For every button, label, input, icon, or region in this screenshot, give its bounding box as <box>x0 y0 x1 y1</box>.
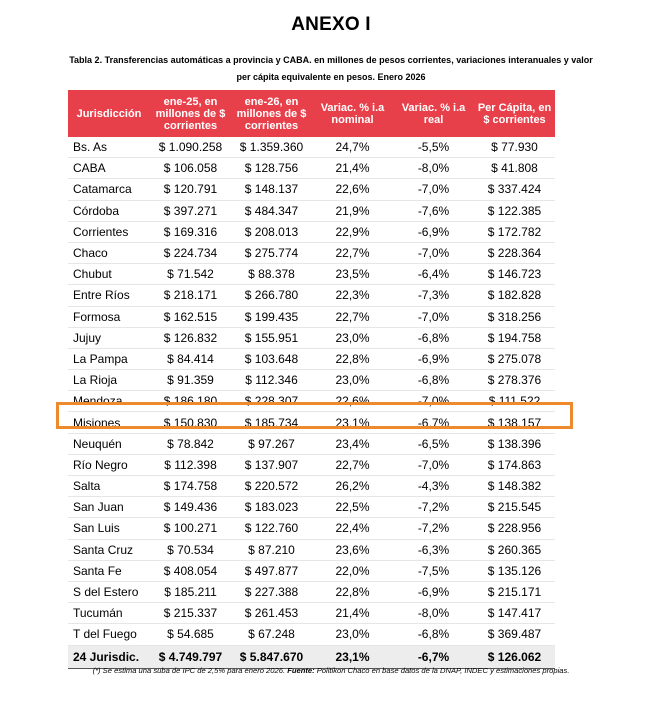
value-cell: $ 122.385 <box>474 200 555 221</box>
table-row <box>68 603 555 624</box>
value-cell: -7,6% <box>393 200 474 221</box>
value-cell: $ 112.346 <box>231 370 312 391</box>
value-cell: 22,7% <box>312 242 393 263</box>
value-cell: 21,9% <box>312 200 393 221</box>
value-cell: -5,5% <box>393 137 474 158</box>
jurisdiction-cell: Salta <box>68 476 150 497</box>
table-row <box>68 348 555 369</box>
value-cell: $ 100.271 <box>150 518 231 539</box>
value-cell: 22,6% <box>312 179 393 200</box>
table-header-row <box>68 90 555 137</box>
value-cell: 22,3% <box>312 285 393 306</box>
value-cell: $ 88.378 <box>231 264 312 285</box>
value-cell: $ 128.756 <box>231 158 312 179</box>
value-cell: $ 150.830 <box>150 412 231 433</box>
value-cell: $ 278.376 <box>474 370 555 391</box>
value-cell: -7,0% <box>393 242 474 263</box>
total-cell: 24 Jurisdic. <box>68 645 150 668</box>
value-cell: $ 218.171 <box>150 285 231 306</box>
table-row <box>68 327 555 348</box>
header-variac-nominal: Variac. % i.a nominal <box>312 90 393 137</box>
value-cell: $ 220.572 <box>231 476 312 497</box>
value-cell: $ 484.347 <box>231 200 312 221</box>
jurisdiction-cell: Formosa <box>68 306 150 327</box>
total-cell: $ 4.749.797 <box>150 645 231 668</box>
table-row <box>68 518 555 539</box>
value-cell: $ 174.863 <box>474 454 555 475</box>
value-cell: $ 103.648 <box>231 348 312 369</box>
jurisdiction-cell: Bs. As <box>68 137 150 158</box>
total-cell: $ 126.062 <box>474 645 555 668</box>
value-cell: $ 169.316 <box>150 221 231 242</box>
header-per-capita: Per Cápita, en $ corrientes <box>474 90 555 137</box>
value-cell: $ 228.364 <box>474 242 555 263</box>
value-cell: -6,9% <box>393 348 474 369</box>
table-row <box>68 497 555 518</box>
table-row <box>68 200 555 221</box>
value-cell: 23,5% <box>312 264 393 285</box>
table-row <box>68 454 555 475</box>
value-cell: $ 194.758 <box>474 327 555 348</box>
value-cell: $ 111.522 <box>474 391 555 412</box>
value-cell: $ 135.126 <box>474 560 555 581</box>
value-cell: -7,3% <box>393 285 474 306</box>
table-caption <box>12 52 650 86</box>
value-cell: $ 1.359.360 <box>231 137 312 158</box>
total-cell: $ 5.847.670 <box>231 645 312 668</box>
table-row <box>68 137 555 158</box>
value-cell: $ 369.487 <box>474 624 555 645</box>
value-cell: $ 228.307 <box>231 391 312 412</box>
value-cell: -6,9% <box>393 221 474 242</box>
value-cell: 23,1% <box>312 412 393 433</box>
value-cell: -6,7% <box>393 412 474 433</box>
value-cell: 23,0% <box>312 370 393 391</box>
jurisdiction-cell: San Juan <box>68 497 150 518</box>
value-cell: $ 1.090.258 <box>150 137 231 158</box>
jurisdiction-cell: S del Estero <box>68 581 150 602</box>
jurisdiction-cell: Córdoba <box>68 200 150 221</box>
value-cell: $ 215.337 <box>150 603 231 624</box>
jurisdiction-cell: Mendoza <box>68 391 150 412</box>
table-row <box>68 433 555 454</box>
value-cell: $ 149.436 <box>150 497 231 518</box>
jurisdiction-cell: Jujuy <box>68 327 150 348</box>
value-cell: -4,3% <box>393 476 474 497</box>
jurisdiction-cell: T del Fuego <box>68 624 150 645</box>
table-row <box>68 370 555 391</box>
table-row <box>68 581 555 602</box>
value-cell: -7,0% <box>393 391 474 412</box>
value-cell: $ 67.248 <box>231 624 312 645</box>
jurisdiction-cell: Santa Fe <box>68 560 150 581</box>
value-cell: -6,5% <box>393 433 474 454</box>
total-row <box>68 645 555 668</box>
table-row <box>68 624 555 645</box>
jurisdiction-cell: Misiones <box>68 412 150 433</box>
value-cell: 22,9% <box>312 221 393 242</box>
header-ene-26: ene-26, en millones de $ corrientes <box>231 90 312 137</box>
jurisdiction-cell: La Rioja <box>68 370 150 391</box>
value-cell: -7,0% <box>393 179 474 200</box>
value-cell: $ 148.382 <box>474 476 555 497</box>
value-cell: $ 77.930 <box>474 137 555 158</box>
table-row <box>68 242 555 263</box>
transfers-table <box>68 90 555 669</box>
value-cell: -6,9% <box>393 581 474 602</box>
value-cell: $ 497.877 <box>231 560 312 581</box>
table-caption-line-2: per cápita equivalente en pesos. Enero 2026 <box>236 72 426 82</box>
header-ene-25: ene-25, en millones de $ corrientes <box>150 90 231 137</box>
value-cell: -6,8% <box>393 624 474 645</box>
value-cell: $ 397.271 <box>150 200 231 221</box>
jurisdiction-cell: Río Negro <box>68 454 150 475</box>
table-row <box>68 476 555 497</box>
table-caption-line-1: Tabla 2. Transferencias automáticas a provincia y CABA. en millones de pesos corrientes, variaciones interanuales y valor <box>69 55 593 65</box>
table-row <box>68 158 555 179</box>
value-cell: $ 215.545 <box>474 497 555 518</box>
value-cell: 22,4% <box>312 518 393 539</box>
value-cell: -6,8% <box>393 370 474 391</box>
value-cell: -7,5% <box>393 560 474 581</box>
value-cell: $ 155.951 <box>231 327 312 348</box>
value-cell: $ 408.054 <box>150 560 231 581</box>
value-cell: $ 91.359 <box>150 370 231 391</box>
value-cell: $ 78.842 <box>150 433 231 454</box>
value-cell: $ 54.685 <box>150 624 231 645</box>
value-cell: $ 138.157 <box>474 412 555 433</box>
value-cell: -6,8% <box>393 327 474 348</box>
header-variac-real: Variac. % i.a real <box>393 90 474 137</box>
value-cell: $ 182.828 <box>474 285 555 306</box>
value-cell: $ 208.013 <box>231 221 312 242</box>
value-cell: $ 275.774 <box>231 242 312 263</box>
value-cell: $ 122.760 <box>231 518 312 539</box>
value-cell: 23,6% <box>312 539 393 560</box>
value-cell: $ 146.723 <box>474 264 555 285</box>
jurisdiction-cell: Tucumán <box>68 603 150 624</box>
value-cell: $ 137.907 <box>231 454 312 475</box>
value-cell: $ 224.734 <box>150 242 231 263</box>
value-cell: -6,3% <box>393 539 474 560</box>
value-cell: $ 71.542 <box>150 264 231 285</box>
value-cell: $ 185.211 <box>150 581 231 602</box>
highlight-box-misiones <box>56 402 573 429</box>
value-cell: 23,0% <box>312 624 393 645</box>
jurisdiction-cell: Corrientes <box>68 221 150 242</box>
value-cell: 22,8% <box>312 348 393 369</box>
value-cell: 24,7% <box>312 137 393 158</box>
table-row <box>68 539 555 560</box>
footnote <box>0 666 662 675</box>
jurisdiction-cell: Neuquén <box>68 433 150 454</box>
jurisdiction-cell: Chubut <box>68 264 150 285</box>
value-cell: 22,7% <box>312 454 393 475</box>
table-row <box>68 221 555 242</box>
value-cell: $ 227.388 <box>231 581 312 602</box>
value-cell: $ 84.414 <box>150 348 231 369</box>
value-cell: -8,0% <box>393 603 474 624</box>
value-cell: 22,5% <box>312 497 393 518</box>
value-cell: $ 199.435 <box>231 306 312 327</box>
value-cell: $ 185.734 <box>231 412 312 433</box>
value-cell: 22,8% <box>312 581 393 602</box>
total-cell: -6,7% <box>393 645 474 668</box>
table-row <box>68 179 555 200</box>
value-cell: 21,4% <box>312 158 393 179</box>
table-row <box>68 264 555 285</box>
value-cell: -6,4% <box>393 264 474 285</box>
page-title: ANEXO I <box>291 14 371 35</box>
value-cell: $ 183.023 <box>231 497 312 518</box>
value-cell: $ 147.417 <box>474 603 555 624</box>
value-cell: $ 120.791 <box>150 179 231 200</box>
footnote-text: (*) Se estima una suba de IPC de 2,5% para enero 2026. <box>92 666 286 675</box>
footnote-source-text: Politikon Chaco en base datos de la DNAP, INDEC y estimaciones propias. <box>316 666 570 675</box>
jurisdiction-cell: Entre Ríos <box>68 285 150 306</box>
jurisdiction-cell: CABA <box>68 158 150 179</box>
value-cell: -7,0% <box>393 454 474 475</box>
value-cell: $ 70.534 <box>150 539 231 560</box>
jurisdiction-cell: San Luis <box>68 518 150 539</box>
footnote-source-label: Fuente: <box>287 666 315 675</box>
value-cell: 22,7% <box>312 306 393 327</box>
value-cell: $ 87.210 <box>231 539 312 560</box>
value-cell: $ 228.956 <box>474 518 555 539</box>
value-cell: 23,4% <box>312 433 393 454</box>
value-cell: 26,2% <box>312 476 393 497</box>
value-cell: $ 275.078 <box>474 348 555 369</box>
value-cell: $ 318.256 <box>474 306 555 327</box>
total-cell: 23,1% <box>312 645 393 668</box>
value-cell: $ 186.180 <box>150 391 231 412</box>
value-cell: 23,0% <box>312 327 393 348</box>
value-cell: 21,4% <box>312 603 393 624</box>
value-cell: $ 174.758 <box>150 476 231 497</box>
value-cell: $ 112.398 <box>150 454 231 475</box>
value-cell: 22,6% <box>312 391 393 412</box>
header-jurisdiccion: Jurisdicción <box>68 90 150 137</box>
table-body <box>68 137 555 645</box>
value-cell: $ 260.365 <box>474 539 555 560</box>
value-cell: $ 162.515 <box>150 306 231 327</box>
value-cell: $ 97.267 <box>231 433 312 454</box>
value-cell: $ 148.137 <box>231 179 312 200</box>
value-cell: -7,2% <box>393 497 474 518</box>
value-cell: $ 337.424 <box>474 179 555 200</box>
value-cell: $ 41.808 <box>474 158 555 179</box>
value-cell: -8,0% <box>393 158 474 179</box>
value-cell: -7,2% <box>393 518 474 539</box>
value-cell: $ 215.171 <box>474 581 555 602</box>
table-row <box>68 285 555 306</box>
table-row <box>68 560 555 581</box>
value-cell: $ 106.058 <box>150 158 231 179</box>
value-cell: $ 138.396 <box>474 433 555 454</box>
value-cell: -7,0% <box>393 306 474 327</box>
table-row <box>68 306 555 327</box>
value-cell: $ 172.782 <box>474 221 555 242</box>
jurisdiction-cell: Catamarca <box>68 179 150 200</box>
value-cell: $ 266.780 <box>231 285 312 306</box>
value-cell: $ 261.453 <box>231 603 312 624</box>
value-cell: 22,0% <box>312 560 393 581</box>
jurisdiction-cell: Santa Cruz <box>68 539 150 560</box>
value-cell: $ 126.832 <box>150 327 231 348</box>
jurisdiction-cell: La Pampa <box>68 348 150 369</box>
jurisdiction-cell: Chaco <box>68 242 150 263</box>
